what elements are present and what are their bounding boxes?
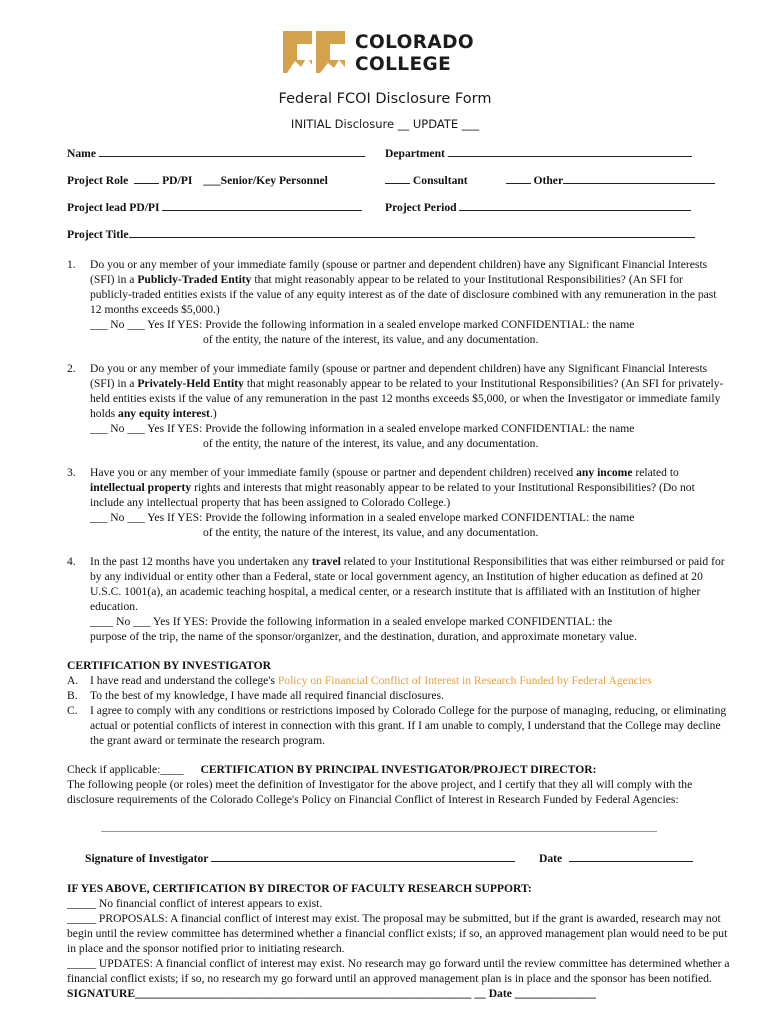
form-subtitle: INITIAL Disclosure __ UPDATE ___ [290,117,480,131]
consultant-label: Consultant [412,174,468,187]
department-label: Department [385,147,445,160]
project-lead-field[interactable] [67,200,362,215]
pi-cert-text: The following people (or roles) meet the definition of Investigator for the above project, and I certify that they all will comply with the disclosure requirements of the Colorado College's Policy on Financial Conflict of Interest in Research Funded by Federal Agencies: [67,778,693,806]
date-line[interactable] [569,851,693,862]
director-heading: IF YES ABOVE, CERTIFICATION BY DIRECTOR OF FACULTY RESEARCH SUPPORT: [67,882,532,895]
signature-label: Signature of Investigator [85,852,209,865]
question-1 [67,257,727,347]
signature-line[interactable] [211,851,515,862]
yes-no-options[interactable]: ____ No ___ Yes If YES: Provide the following information in a sealed envelope marked CONFIDENTIAL: the [90,615,613,628]
question-text: In the past 12 months have you undertaken any travel related to your Institutional Responsibilities that was either reimbursed or paid for by any individual or entity other than a Federal, state or local government agency, an Institution of higher education as defined at 20 U.S.C. 1001(a), an academic teaching hospital, a medical center, or a research institute that is affiliated with an Institution of higher education. [90,555,725,613]
question-text: Have you or any member of your immediate family (spouse or partner and dependent children) received any income related to intellectual property rights and interests that might reasonably appear to be related to your Institutional Responsibilities? (Do not include any intellectual property that has been assigned to Colorado College.) [90,466,695,509]
yes-no-options[interactable]: ___ No ___ Yes If YES: Provide the following information in a sealed envelope marked CONFIDENTIAL: the name [90,511,635,524]
project-lead-label: Project lead PD/PI [67,201,160,214]
investigator-certification [67,658,737,748]
pdpi-checkline[interactable] [134,173,159,184]
director-option-no-conflict[interactable]: _____ No financial conflict of interest appears to exist. [67,897,323,910]
yes-no-options[interactable]: ___ No ___ Yes If YES: Provide the following information in a sealed envelope marked CONFIDENTIAL: the name [90,422,635,435]
director-option-updates[interactable]: _____ UPDATES: A financial conflict of interest may exist. No research may go forward until the review committee has determined whether a financial conflict exists; if so, no research my go forward until an approved management plan is in place and the sponsor has been notified. [67,957,730,985]
pi-certification [67,762,737,807]
department-field[interactable] [385,146,692,161]
name-field[interactable] [67,146,365,161]
director-certification [67,881,737,1001]
check-if-applicable[interactable]: Check if applicable:____ [67,763,184,776]
project-title-field[interactable] [67,227,695,242]
question-4 [67,554,727,644]
question-2 [67,361,727,451]
director-option-proposals[interactable]: _____ PROPOSALS: A financial conflict of interest may exist. The proposal may be submitted, but if the grant is awarded, research may not begin until the review committee has determined whether a financial conflict exists; if so, an approved management plan would need to be put in place and the sponsor notified prior to initiating research. [67,912,728,955]
project-title-line[interactable] [129,227,695,238]
question-text: Do you or any member of your immediate family (spouse or partner and dependent children) have any Significant Financial Interests (SFI) in a Publicly-Traded Entity that might reasonably appear to be related to your Institutional Responsibilities? (An SFI for publicly-traded entities exists if the value of any equity interest as of the date of disclosure combined with any remuneration in the past 12 months exceeds $5,000.) [90,258,717,316]
certification-heading: CERTIFICATION BY INVESTIGATOR [67,659,272,672]
question-instruction: of the entity, the nature of the interest, its value, and any documentation. [203,333,539,346]
project-period-label: Project Period [385,201,457,214]
project-role-label: Project Role [67,174,129,187]
other-checkline[interactable] [506,173,531,184]
other-line[interactable] [563,173,715,184]
investigator-date[interactable] [539,851,693,866]
cc-logo-icon [279,27,349,77]
senior-personnel-label[interactable]: ___Senior/Key Personnel [203,174,328,187]
department-line[interactable] [448,146,692,157]
question-instruction: purpose of the trip, the name of the sponsor/organizer, and the destination, duration, and approximate monetary value. [90,630,637,643]
investigators-entry-line[interactable] [101,831,657,832]
question-text: Do you or any member of your immediate family (spouse or partner and dependent children) have any Significant Financial Interests (SFI) in a Privately-Held Entity that might reasonably appear to be related to your Institutional Responsibilities? (An SFI for privately-held entities exists if the value of any remuneration in the past 12 months exceeds $5,000, or when the Investigator or immediate family holds any equity interest.) [90,362,724,420]
director-signature-label: SIGNATURE [67,987,136,1000]
consultant-field [385,173,715,188]
question-instruction: of the entity, the nature of the interest, its value, and any documentation. [203,437,539,450]
director-signature-line[interactable]: __________________________________________________________ __ Date ______________ [135,987,596,1000]
logo-line2: COLLEGE [355,54,452,75]
logo-wordmark [355,32,474,76]
project-period-field[interactable] [385,200,691,215]
project-role-field [67,173,328,188]
name-line[interactable] [99,146,365,157]
question-number: 3. [67,466,76,479]
project-period-line[interactable] [459,200,691,211]
investigator-signature[interactable] [85,851,515,866]
certification-item-a: A. I have read and understand the college's Policy on Financial Conflict of Interest in Research Funded by Federal Agencies [67,674,652,687]
policy-link[interactable]: Policy on Financial Conflict of Interest in Research Funded by Federal Agencies [277,674,652,687]
question-number: 2. [67,362,76,375]
question-3 [67,465,727,540]
logo-line1: COLORADO [355,32,475,53]
question-number: 4. [67,555,76,568]
yes-no-options[interactable]: ___ No ___ Yes If YES: Provide the following information in a sealed envelope marked CONFIDENTIAL: the name [90,318,635,331]
form-title: Federal FCOI Disclosure Form [278,91,492,107]
question-number: 1. [67,258,76,271]
college-logo [279,26,489,78]
question-instruction: of the entity, the nature of the interest, its value, and any documentation. [203,526,539,539]
name-label: Name [67,147,96,160]
project-lead-line[interactable] [162,200,362,211]
certification-item-c: C. I agree to comply with any conditions or restrictions imposed by Colorado College for the purpose of managing, reducing, or eliminating actual or potential conflicts of interest in connection with this grant. If I am unable to comply, I understand that the College may decline the grant award or terminate the research program. [67,704,727,747]
pdpi-label: PD/PI [162,174,193,187]
consultant-checkline[interactable] [385,173,410,184]
other-label: Other [533,174,564,187]
date-label: Date [539,852,563,865]
project-title-label: Project Title [67,228,129,241]
pi-cert-heading: CERTIFICATION BY PRINCIPAL INVESTIGATOR/PROJECT DIRECTOR: [200,763,597,776]
certification-item-b: B. To the best of my knowledge, I have made all required financial disclosures. [67,689,444,702]
director-signature-row[interactable] [67,986,737,1001]
